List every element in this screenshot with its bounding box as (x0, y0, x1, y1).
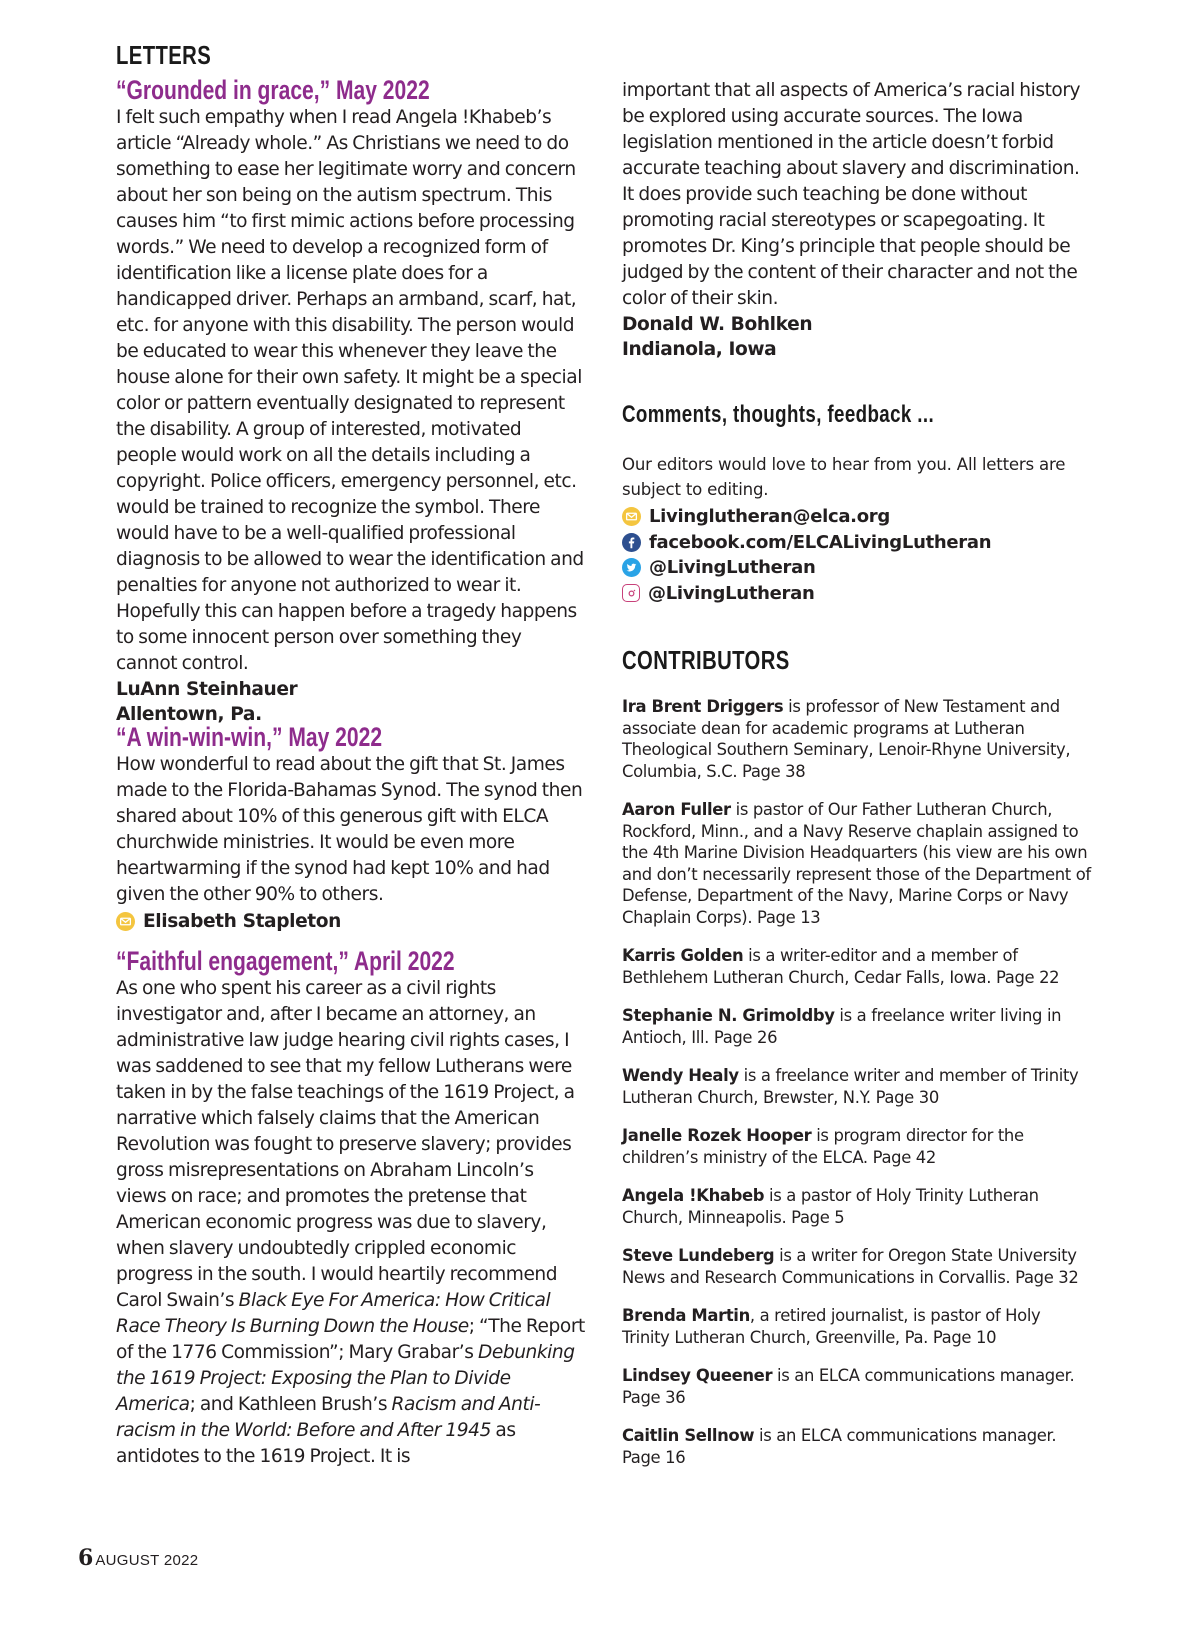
letter-body: important that all aspects of America’s racial history be explored using accurate sources. The Iowa legislation mentioned in the article doesn’t forbid accurate teaching about slavery and discrimination. It does provide such teaching be done without promoting racial stereotypes or scapegoating. It promotes Dr. King’s principle that people should be judged by the content of their character and not the color of their skin. (622, 80, 1081, 309)
twitter-text: @LivingLutheran (649, 557, 816, 579)
letter-signature (116, 909, 586, 934)
envelope-icon (116, 912, 135, 931)
letter-location: Allentown, Pa. (116, 704, 262, 725)
facebook-icon (622, 533, 641, 552)
facebook-link[interactable] (622, 530, 1092, 556)
book-title: Racism and Anti-racism in the World: Before and After 1945 (116, 1394, 541, 1441)
contributor-item: Ira Brent Driggers is professor of New Testament and associate dean for academic programs at Lutheran Theological Southern Seminary, Lenoir-Rhyne University, Columbia, S.C. Page 38 (622, 697, 1071, 781)
letter-grounded-in-grace (116, 74, 586, 727)
feedback-heading: Comments, thoughts, feedback ... (622, 401, 935, 428)
contributor-item: Wendy Healy is a freelance writer and member of Trinity Lutheran Church, Brewster, N.Y. Page 30 (622, 1066, 1079, 1107)
instagram-text: @LivingLutheran (648, 582, 815, 604)
letter-heading: “Faithful engagement,” April 2022 (116, 946, 455, 976)
instagram-link[interactable] (622, 581, 1092, 607)
contributor-item: Angela !Khabeb is a pastor of Holy Trinity Lutheran Church, Minneapolis. Page 5 (622, 1186, 1039, 1227)
contributors-heading: CONTRIBUTORS (622, 645, 790, 675)
contributor-item: Karris Golden is a writer-editor and a member of Bethlehem Lutheran Church, Cedar Falls, Iowa. Page 22 (622, 946, 1060, 987)
contributor-item: Caitlin Sellnow is an ELCA communications manager. Page 16 (622, 1426, 1057, 1467)
letter-author: Donald W. Bohlken (622, 314, 813, 335)
feedback-section (622, 400, 1092, 606)
contributor-item: Brenda Martin, a retired journalist, is pastor of Holy Trinity Lutheran Church, Greenville, Pa. Page 10 (622, 1306, 1041, 1347)
book-title: Debunking the 1619 Project: Exposing the Plan to Divide America (116, 1342, 575, 1415)
contributor-item: Aaron Fuller is pastor of Our Father Lutheran Church, Rockford, Minn., and a Navy Reserve chaplain assigned to the 4th Marine Division Headquarters (his view are his own and don’t necessarily represent those of the Department of Defense, Department of the Navy, Marine Corps or Navy Chaplain Corps). Page 13 (622, 800, 1091, 927)
issue-date: AUGUST 2022 (95, 1552, 199, 1569)
twitter-icon (622, 558, 641, 577)
facebook-text: facebook.com/ELCALivingLutheran (649, 531, 992, 553)
section-title: LETTERS (116, 40, 212, 70)
contributor-item: Lindsey Queener is an ELCA communications manager. Page 36 (622, 1366, 1075, 1407)
page-footer (78, 1545, 198, 1571)
contributor-item: Stephanie N. Grimoldby is a freelance writer living in Antioch, Ill. Page 26 (622, 1006, 1062, 1047)
instagram-icon (622, 584, 640, 602)
twitter-link[interactable] (622, 555, 1092, 581)
contributors-list (622, 696, 1092, 1468)
feedback-intro: Our editors would love to hear from you. All letters are subject to editing. (622, 455, 1066, 499)
letter-location: Indianola, Iowa (622, 339, 777, 360)
letter-continuation (622, 78, 1092, 362)
letter-author: Elisabeth Stapleton (143, 911, 342, 932)
page-number: 6 (78, 1545, 94, 1571)
email-link[interactable] (622, 504, 1092, 530)
email-text: Livinglutheran@elca.org (649, 506, 890, 528)
contributor-item: Janelle Rozek Hooper is program director for the children’s ministry of the ELCA. Page 42 (622, 1126, 1024, 1167)
letter-win-win-win (116, 721, 586, 934)
book-title: Black Eye For America: How Critical Race Theory Is Burning Down the House (116, 1290, 551, 1337)
letter-body: I felt such empathy when I read Angela !Khabeb’s article “Already whole.” As Christians we need to do something to ease her legitimate worry and concern about her son being on the autism spectrum. This causes him “to first mimic actions before processing words.” We need to develop a recognized form of identification like a license plate does for a handicapped driver. Perhaps an armband, scarf, hat, etc. for anyone with this disability. The person would be educated to wear this whenever they leave the house alone for their own safety. It might be a special color or pattern eventually designated to represent the disability. A group of interested, motivated people would work on all the details including a copyright. Police officers, emergency personnel, etc. would be trained to recognize the symbol. There would have to be a well-qualified professional diagnosis to be allowed to wear the identification and penalties for anyone not authorized to wear it. Hopefully this can happen before a tragedy happens to some innocent person over something they cannot control. (116, 107, 584, 674)
letter-faithful-engagement (116, 945, 586, 1470)
envelope-icon (622, 507, 641, 526)
contributor-item: Steve Lundeberg is a writer for Oregon State University News and Research Communications in Corvallis. Page 32 (622, 1246, 1079, 1287)
contributors-section (622, 645, 1092, 1485)
letter-author: LuAnn Steinhauer (116, 679, 298, 700)
letter-heading: “Grounded in grace,” May 2022 (116, 75, 430, 105)
letter-heading: “A win-win-win,” May 2022 (116, 722, 383, 752)
letter-body: As one who spent his career as a civil rights investigator and, after I became an attorney, an administrative law judge hearing civil rights cases, I was saddened to see that my fellow Lutherans were taken in by the false teachings of the 1619 Project, a narrative which falsely claims that the American Revolution was fought to preserve slavery; provides gross misrepresentations on Abraham Lincoln’s views on race; and promotes the pretense that American economic progress was due to slavery, when slavery undoubtedly crippled economic progress in the south. I would heartily recommend Carol Swain’s Black Eye For America: How Critical Race Theory Is Burning Down the House; “The Report of the 1776 Commission”; Mary Grabar’s Debunking the 1619 Project: Exposing the Plan to Divide America; and Kathleen Brush’s Racism and Anti-racism in the World: Before and After 1945 as antidotes to the 1619 Project. It is (116, 978, 585, 1467)
letter-body: How wonderful to read about the gift that St. James made to the Florida-Bahamas Synod. The synod then shared about 10% of this generous gift with ELCA churchwide ministries. It would be even more heartwarming if the synod had kept 10% and had given the other 90% to others. (116, 754, 583, 905)
